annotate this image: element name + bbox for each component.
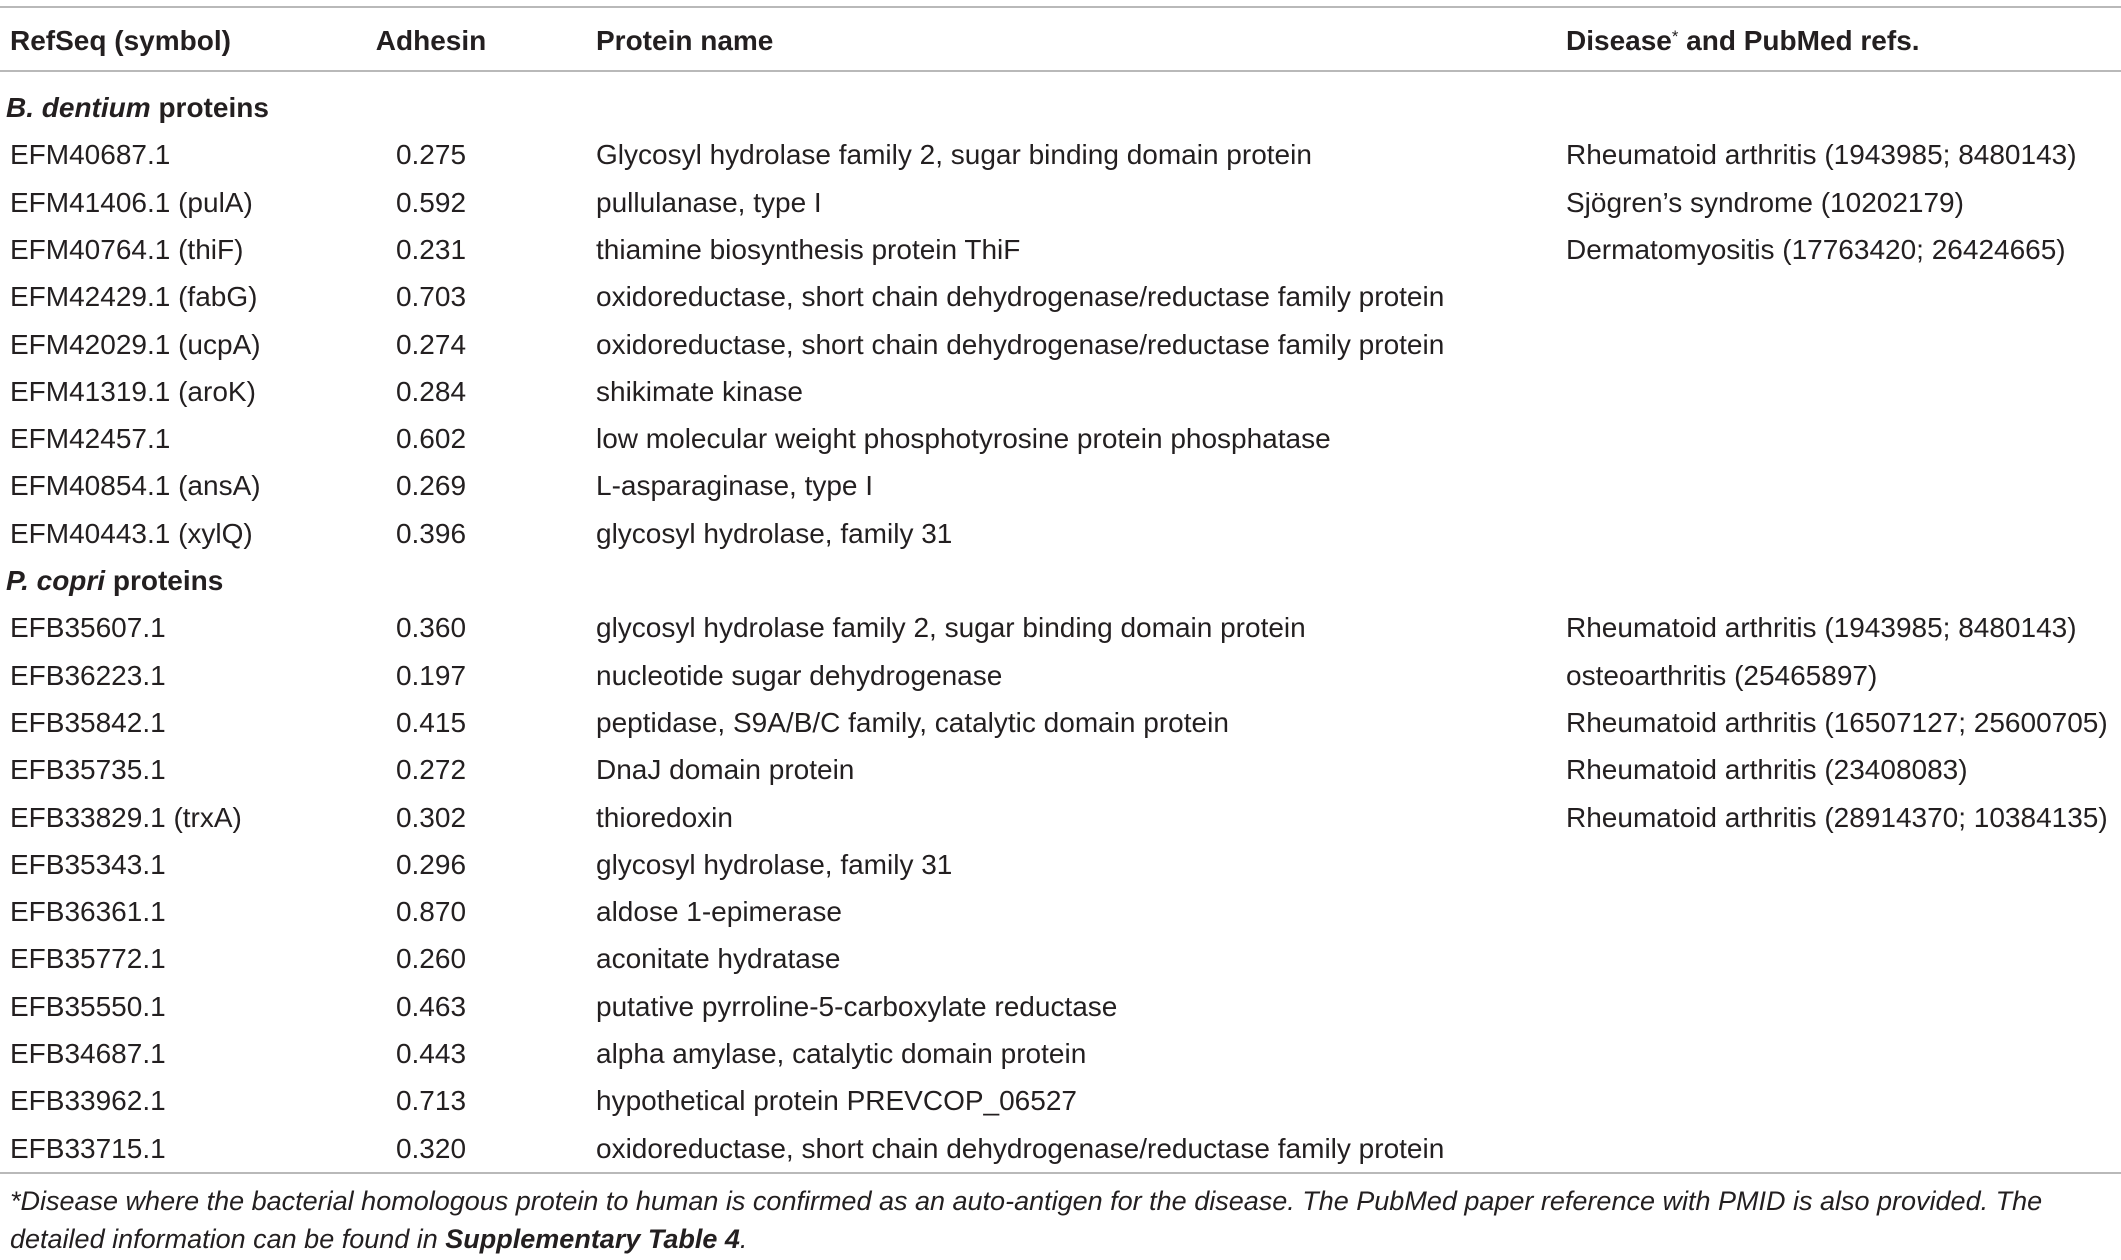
section-title: P. copri proteins bbox=[6, 565, 224, 596]
cell-adhesin: 0.272 bbox=[395, 754, 467, 786]
table-row bbox=[0, 226, 2121, 273]
cell-protein-name: oxidoreductase, short chain dehydrogenase/reductase family protein bbox=[596, 281, 1445, 313]
cell-protein-name: shikimate kinase bbox=[596, 375, 803, 407]
cell-adhesin: 0.269 bbox=[395, 470, 467, 502]
cell-protein-name: alpha amylase, catalytic domain protein bbox=[596, 1038, 1087, 1069]
top-rule bbox=[0, 6, 2121, 8]
section-title: B. dentium proteins bbox=[6, 92, 269, 123]
cell-refseq: EFB36223.1 bbox=[10, 659, 166, 691]
table-row bbox=[0, 935, 2121, 982]
cell-disease: Rheumatoid arthritis (16507127; 25600705) bbox=[1566, 706, 2108, 738]
table-row bbox=[0, 841, 2121, 888]
cell-disease: Rheumatoid arthritis (23408083) bbox=[1566, 754, 1968, 786]
cell-protein-name: putative pyrroline-5-carboxylate reductase bbox=[596, 990, 1118, 1022]
cell-protein-name: pullulanase, type I bbox=[596, 186, 822, 218]
cell-adhesin: 0.197 bbox=[395, 659, 467, 691]
cell-protein-name: glycosyl hydrolase, family 31 bbox=[596, 848, 953, 880]
table-row bbox=[0, 1077, 2121, 1124]
table-header-row bbox=[0, 17, 2121, 64]
cell-adhesin: 0.260 bbox=[395, 943, 467, 975]
cell-adhesin: 0.231 bbox=[395, 233, 467, 265]
cell-protein-name: L-asparaginase, type I bbox=[596, 470, 874, 502]
cell-refseq: EFB36361.1 bbox=[10, 896, 166, 928]
cell-adhesin: 0.713 bbox=[395, 1085, 467, 1117]
cell-disease: Dermatomyositis (17763420; 26424665) bbox=[1566, 233, 2066, 265]
table-row bbox=[0, 604, 2121, 651]
cell-protein-name: DnaJ domain protein bbox=[596, 754, 855, 786]
table-row bbox=[0, 415, 2121, 462]
cell-adhesin: 0.870 bbox=[395, 896, 467, 928]
table-row bbox=[0, 179, 2121, 226]
cell-refseq: EFM42029.1 (ucpA) bbox=[10, 328, 261, 360]
cell-protein-name: low molecular weight phosphotyrosine protein phosphatase bbox=[596, 423, 1331, 455]
cell-adhesin: 0.396 bbox=[395, 517, 467, 549]
header-refseq: RefSeq (symbol) bbox=[10, 25, 231, 56]
table-row bbox=[0, 273, 2121, 320]
header-adhesin: Adhesin bbox=[375, 25, 487, 56]
cell-adhesin: 0.360 bbox=[395, 612, 467, 644]
cell-adhesin: 0.320 bbox=[395, 1132, 467, 1164]
cell-protein-name: oxidoreductase, short chain dehydrogenase/reductase family protein bbox=[596, 1132, 1445, 1164]
cell-refseq: EFB35607.1 bbox=[10, 612, 166, 644]
bottom-rule bbox=[0, 1172, 2121, 1174]
table-row bbox=[0, 1030, 2121, 1077]
cell-adhesin: 0.592 bbox=[395, 186, 467, 218]
table-row bbox=[0, 652, 2121, 699]
cell-adhesin: 0.284 bbox=[395, 375, 467, 407]
cell-adhesin: 0.296 bbox=[395, 848, 467, 880]
table-row bbox=[0, 746, 2121, 793]
cell-refseq: EFM40443.1 (xylQ) bbox=[10, 517, 253, 549]
table-row bbox=[0, 794, 2121, 841]
cell-adhesin: 0.302 bbox=[395, 801, 467, 833]
cell-adhesin: 0.275 bbox=[395, 139, 467, 171]
cell-refseq: EFB33962.1 bbox=[10, 1085, 166, 1117]
cell-protein-name: oxidoreductase, short chain dehydrogenase/reductase family protein bbox=[596, 328, 1445, 360]
section-header bbox=[0, 84, 2121, 131]
table-row bbox=[0, 368, 2121, 415]
table-row bbox=[0, 510, 2121, 557]
header-rule bbox=[0, 70, 2121, 72]
cell-adhesin: 0.703 bbox=[395, 281, 467, 313]
cell-refseq: EFB35842.1 bbox=[10, 706, 166, 738]
table-row bbox=[0, 983, 2121, 1030]
cell-protein-name: thioredoxin bbox=[596, 801, 733, 833]
cell-refseq: EFB33829.1 (trxA) bbox=[10, 801, 242, 833]
cell-disease: Rheumatoid arthritis (1943985; 8480143) bbox=[1566, 612, 2077, 644]
cell-refseq: EFM41319.1 (aroK) bbox=[10, 375, 256, 407]
cell-refseq: EFB35735.1 bbox=[10, 754, 166, 786]
table-row bbox=[0, 699, 2121, 746]
cell-adhesin: 0.274 bbox=[395, 328, 467, 360]
cell-protein-name: glycosyl hydrolase, family 31 bbox=[596, 517, 953, 549]
cell-adhesin: 0.602 bbox=[395, 423, 467, 455]
section-header bbox=[0, 557, 2121, 604]
cell-disease: Rheumatoid arthritis (1943985; 8480143) bbox=[1566, 139, 2077, 171]
cell-refseq: EFM40764.1 (thiF) bbox=[10, 233, 244, 265]
cell-refseq: EFM42457.1 bbox=[10, 423, 171, 455]
cell-protein-name: hypothetical protein PREVCOP_06527 bbox=[596, 1085, 1077, 1117]
table-row bbox=[0, 131, 2121, 178]
cell-refseq: EFM41406.1 (pulA) bbox=[10, 186, 253, 218]
cell-protein-name: thiamine biosynthesis protein ThiF bbox=[596, 233, 1021, 265]
cell-protein-name: glycosyl hydrolase family 2, sugar binding domain protein bbox=[596, 612, 1306, 644]
cell-protein-name: aconitate hydratase bbox=[596, 943, 841, 975]
cell-refseq: EFB33715.1 bbox=[10, 1132, 166, 1164]
cell-disease: Rheumatoid arthritis (28914370; 10384135) bbox=[1566, 801, 2108, 833]
cell-refseq: EFM42429.1 (fabG) bbox=[10, 281, 258, 313]
table-footnote: *Disease where the bacterial homologous protein to human is confirmed as an auto-antigen for the disease. The PubMed paper reference with PMID is also provided. The detailed information can be found in Supplementary Table 4. bbox=[10, 1186, 2043, 1254]
cell-adhesin: 0.463 bbox=[395, 990, 467, 1022]
header-disease: Disease* and PubMed refs. bbox=[1566, 25, 1920, 56]
cell-refseq: EFB34687.1 bbox=[10, 1038, 166, 1069]
cell-adhesin: 0.443 bbox=[395, 1038, 467, 1069]
cell-protein-name: Glycosyl hydrolase family 2, sugar binding domain protein bbox=[596, 139, 1312, 171]
table-row bbox=[0, 462, 2121, 509]
table-row bbox=[0, 321, 2121, 368]
cell-disease: osteoarthritis (25465897) bbox=[1566, 659, 1878, 691]
cell-protein-name: peptidase, S9A/B/C family, catalytic domain protein bbox=[596, 706, 1229, 738]
cell-protein-name: aldose 1-epimerase bbox=[596, 896, 842, 928]
cell-refseq: EFB35772.1 bbox=[10, 943, 166, 975]
table-row bbox=[0, 888, 2121, 935]
cell-protein-name: nucleotide sugar dehydrogenase bbox=[596, 659, 1003, 691]
supplementary-reference: Supplementary Table 4 bbox=[445, 1224, 740, 1254]
cell-refseq: EFM40687.1 bbox=[10, 139, 171, 171]
cell-disease: Sjögren’s syndrome (10202179) bbox=[1566, 186, 1964, 218]
cell-adhesin: 0.415 bbox=[395, 706, 467, 738]
cell-refseq: EFB35550.1 bbox=[10, 990, 166, 1022]
header-protein-name: Protein name bbox=[596, 25, 774, 56]
table-row bbox=[0, 1125, 2121, 1172]
cell-refseq: EFB35343.1 bbox=[10, 848, 166, 880]
cell-refseq: EFM40854.1 (ansA) bbox=[10, 470, 261, 502]
